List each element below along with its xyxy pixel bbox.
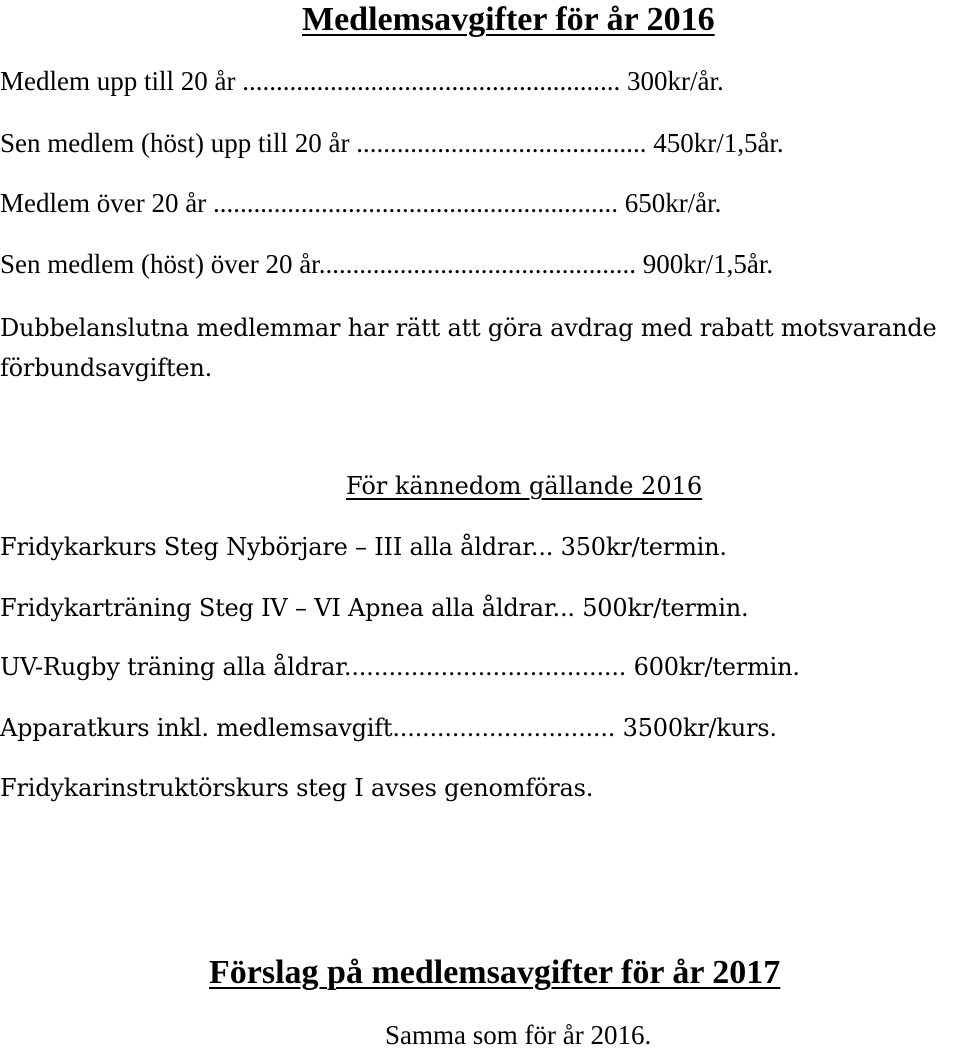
course-row xyxy=(0,650,800,684)
course-dots: ...................................... xyxy=(343,653,627,681)
fee-dots: ........................................................ xyxy=(242,66,621,96)
fee-label: Sen medlem (höst) upp till 20 år xyxy=(0,128,357,158)
fee-label: Sen medlem (höst) över 20 år xyxy=(0,249,319,279)
fee-label: Medlem över 20 år xyxy=(0,188,213,218)
course-dots: ... xyxy=(530,533,554,561)
fee-dots: ............................................... xyxy=(318,249,636,279)
course-dots: .............................. xyxy=(392,714,616,742)
fee-row xyxy=(0,126,784,160)
course-price: 500kr/termin. xyxy=(574,594,749,622)
same-as-2016-note: Samma som för år 2016. xyxy=(385,1020,652,1050)
fee-dots: ........................................... xyxy=(356,128,647,158)
fee-label: Medlem upp till 20 år xyxy=(0,66,243,96)
fee-row xyxy=(0,64,724,98)
fee-price: 300kr/år. xyxy=(620,66,724,96)
fee-price: 450kr/1,5år. xyxy=(646,128,784,158)
fee-price: 650kr/år. xyxy=(617,188,722,218)
course-row xyxy=(0,591,748,625)
heading-info-2016: För kännedom gällande 2016 xyxy=(346,472,703,500)
fee-dots: ............................................................ xyxy=(212,188,618,218)
course-label: Apparatkurs inkl. medlemsavgift xyxy=(0,714,393,742)
course-row xyxy=(0,711,777,745)
course-price: 3500kr/kurs. xyxy=(615,714,777,742)
double-membership-note: Dubbelanslutna medlemmar har rätt att göra avdrag med rabatt motsvarande förbundsavgiften. xyxy=(0,314,937,382)
heading-fees-2017: Förslag på medlemsavgifter för år 2017 xyxy=(209,954,781,991)
heading-fees-2016: Medlemsavgifter för år 2016 xyxy=(302,1,715,38)
course-dots: ... xyxy=(552,594,575,622)
course-row xyxy=(0,530,727,564)
course-label: UV-Rugby träning alla åldrar xyxy=(0,653,344,681)
fee-row xyxy=(0,186,721,220)
course-label: Fridykarkurs Steg Nybörjare – III alla åldrar xyxy=(0,533,531,561)
course-price: 600kr/termin. xyxy=(626,653,800,681)
course-price: 350kr/termin. xyxy=(553,533,727,561)
fee-price: 900kr/1,5år. xyxy=(635,249,774,279)
instructor-course-note: Fridykarinstruktörskurs steg I avses genomföras. xyxy=(0,774,594,802)
course-label: Fridykarträning Steg IV – VI Apnea alla åldrar xyxy=(0,594,553,622)
fee-row xyxy=(0,247,773,281)
